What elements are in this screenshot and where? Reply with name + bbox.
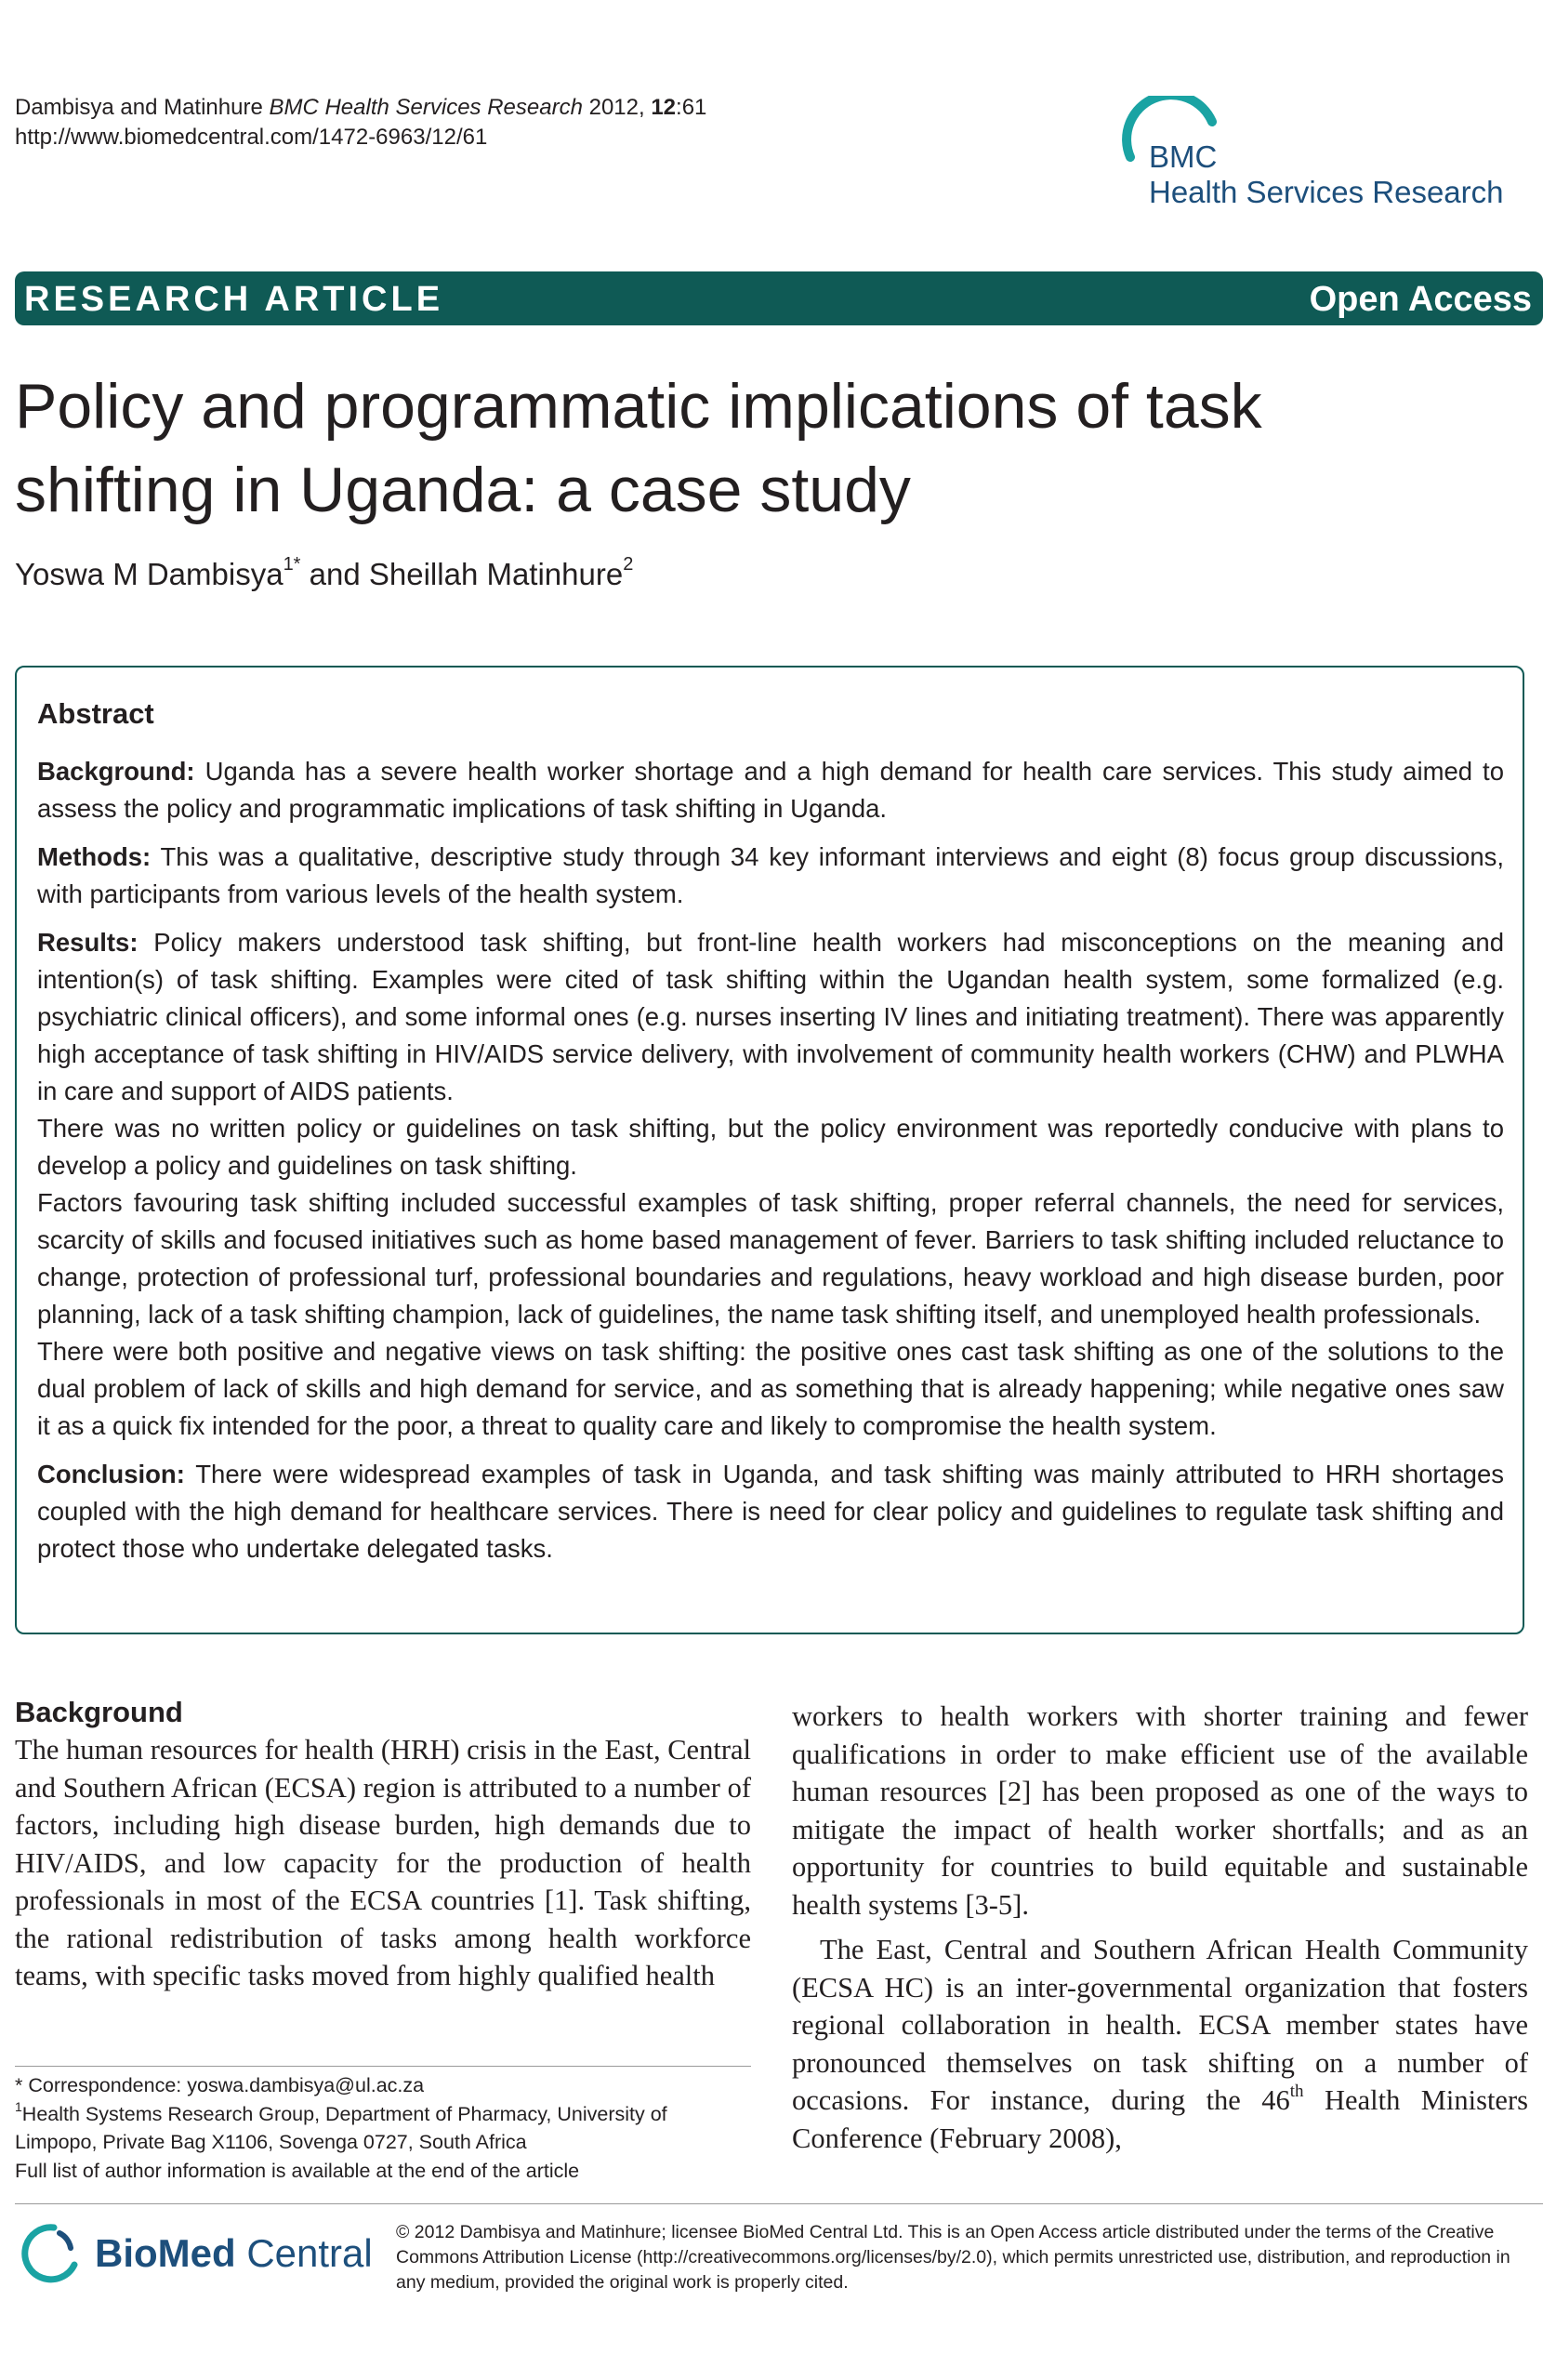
citation-year: 2012, xyxy=(582,95,652,120)
footer-divider xyxy=(15,2203,1543,2204)
article-url-link[interactable]: http://www.biomedcentral.com/1472-6963/12/61 xyxy=(15,125,488,150)
logo-wordmark-bold: BioMed xyxy=(95,2231,236,2275)
abstract-box xyxy=(15,666,1524,1634)
bmc-journal-logo xyxy=(1115,96,1543,226)
correspondence-note: * Correspondence: yoswa.dambisya@ul.ac.za xyxy=(15,2074,425,2096)
citation-journal: BMC Health Services Research xyxy=(269,95,583,120)
article-title xyxy=(15,364,1521,532)
body-text: Health Ministers Conference (February 2008), xyxy=(792,2084,1528,2154)
abstract-text: Policy makers understood task shifting, but front-line health workers had misconceptions on the meaning and intention(s) of task shifting. Examples were cited of task shifting within the Ugandan health system, some formalized (e.g. psychiatric clinical officers), and some informal ones (e.g. nurses inserting IV lines and initiating treatment). There was apparently high acceptance of task shifting in HIV/AIDS service delivery, with involvement of community health workers (CHW) and PLWHA in care and support of AIDS patients. xyxy=(37,928,1504,1105)
abstract-conclusion xyxy=(37,1456,1504,1567)
biomed-ring-icon xyxy=(17,2220,84,2287)
section-heading: Background xyxy=(15,1696,183,1728)
abstract-text: This was a qualitative, descriptive study through 34 key informant interviews and eight (8) focus group discussions, with participants from various levels of the health system. xyxy=(37,842,1504,908)
affiliation-note xyxy=(15,2100,749,2157)
abstract-methods xyxy=(37,839,1504,913)
ordinal-suffix: th xyxy=(1289,2082,1304,2101)
open-access-label: Open Access xyxy=(1309,280,1532,319)
body-text: The East, Central and Southern African Health Community (ECSA HC) is an inter-governmental organization that fosters regional collaboration in health. ECSA member states have pronounced themselves on task shifting on a number of occasions. For instance, during the 46 xyxy=(792,1934,1528,2116)
abstract-text: Uganda has a severe health worker shortage and a high demand for health care services. This study aimed to assess the policy and programmatic implications of task shifting in Uganda. xyxy=(37,757,1504,823)
title-line: Policy and programmatic implications of task xyxy=(15,371,1262,442)
logo-wordmark xyxy=(95,2231,373,2276)
author-name: Sheillah Matinhure xyxy=(368,557,624,591)
footnotes xyxy=(15,2071,749,2185)
title-line: shifting in Uganda: a case study xyxy=(15,455,911,525)
body-column-right xyxy=(792,1698,1528,2157)
citation-article: :61 xyxy=(676,95,707,120)
abstract-label: Background: xyxy=(37,757,195,786)
author-name: Yoswa M Dambisya xyxy=(15,557,284,591)
article-type-label: RESEARCH ARTICLE xyxy=(24,280,444,319)
body-column-left xyxy=(15,1694,751,1995)
abstract-text: There were widespread examples of task in Uganda, and task shifting was mainly attributed to HRH shortages coupled with the high demand for healthcare services. There is need for clear policy and guidelines to regulate task shifting and protect those who undertake delegated tasks. xyxy=(37,1460,1504,1563)
abstract-results-continued: Factors favouring task shifting included successful examples of task shifting, proper referral channels, the need for services, scarcity of skills and focused initiatives such as home based management of fever. Barriers to task shifting included reluctance to change, protection of professional turf, professional boundaries and regulations, heavy workload and high disease burden, poor planning, lack of a task shifting champion, lack of guidelines, the name task shifting itself, and unemployed health professionals. xyxy=(37,1188,1504,1329)
affiliation-mark: 1 xyxy=(15,2098,22,2114)
citation-authors: Dambisya and Matinhure xyxy=(15,95,270,120)
abstract-label: Results: xyxy=(37,928,138,957)
abstract-results xyxy=(37,924,1504,1110)
logo-journal-name: Health Services Research xyxy=(1149,175,1504,209)
body-paragraph: workers to health workers with shorter training and fewer qualifications in order to make efficient use of the available human resources [2] has been proposed as one of the ways to mitigate the impact of health worker shortfalls; and as an opportunity for countries to build equitable and sustainable health systems [3-5]. xyxy=(792,1700,1528,1921)
journal-citation xyxy=(15,93,706,152)
author-list xyxy=(15,556,633,593)
logo-bmc-text: BMC xyxy=(1149,139,1218,174)
abstract-heading: Abstract xyxy=(37,697,154,730)
citation-line xyxy=(15,93,706,123)
affiliation-text: Health Systems Research Group, Department of Pharmacy, University of Limpopo, Private Bag X1106, Sovenga 0727, South Africa xyxy=(15,2102,667,2153)
logo-wordmark-light: Central xyxy=(235,2231,373,2275)
biomed-central-logo xyxy=(17,2218,379,2289)
citation-volume: 12 xyxy=(651,95,677,120)
body-paragraph xyxy=(792,1931,1528,2157)
body-paragraph: The human resources for health (HRH) crisis in the East, Central and Southern African (ECSA) region is attributed to a number of factors, including high disease burden, high demands due to HIV/AIDS, and low capacity for the production of health professionals in most of the ECSA countries [1]. Task shifting, the rational redistribution of tasks among health workforce teams, with specific tasks moved from highly qualified health xyxy=(15,1734,751,1991)
author-affiliation-mark: 1* xyxy=(283,554,301,575)
abstract-results-continued: There was no written policy or guidelines on task shifting, but the policy environment was reportedly conducive with plans to develop a policy and guidelines on task shifting. xyxy=(37,1114,1504,1180)
footnote-divider xyxy=(15,2066,751,2067)
license-text: © 2012 Dambisya and Matinhure; licensee BioMed Central Ltd. This is an Open Access article distributed under the terms of the Creative Commons Attribution License (http://creativecommons.org/licenses/by/2.0), which permits unrestricted use, distribution, and reproduction in any medium, provided the original work is properly cited. xyxy=(396,2222,1510,2293)
author-affiliation-mark: 2 xyxy=(623,554,634,575)
abstract-label: Methods: xyxy=(37,842,152,871)
author-conjunction: and xyxy=(300,557,369,591)
abstract-label: Conclusion: xyxy=(37,1460,185,1488)
author-info-note: Full list of author information is available at the end of the article xyxy=(15,2159,580,2182)
article-type-banner xyxy=(15,271,1543,325)
abstract-background xyxy=(37,753,1504,827)
abstract-results-continued: There were both positive and negative views on task shifting: the positive ones cast task shifting as one of the solutions to the dual problem of lack of skills and high demand for service, and as something that is already happening; while negative ones saw it as a quick fix intended for the poor, a threat to quality care and likely to compromise the health system. xyxy=(37,1337,1504,1440)
